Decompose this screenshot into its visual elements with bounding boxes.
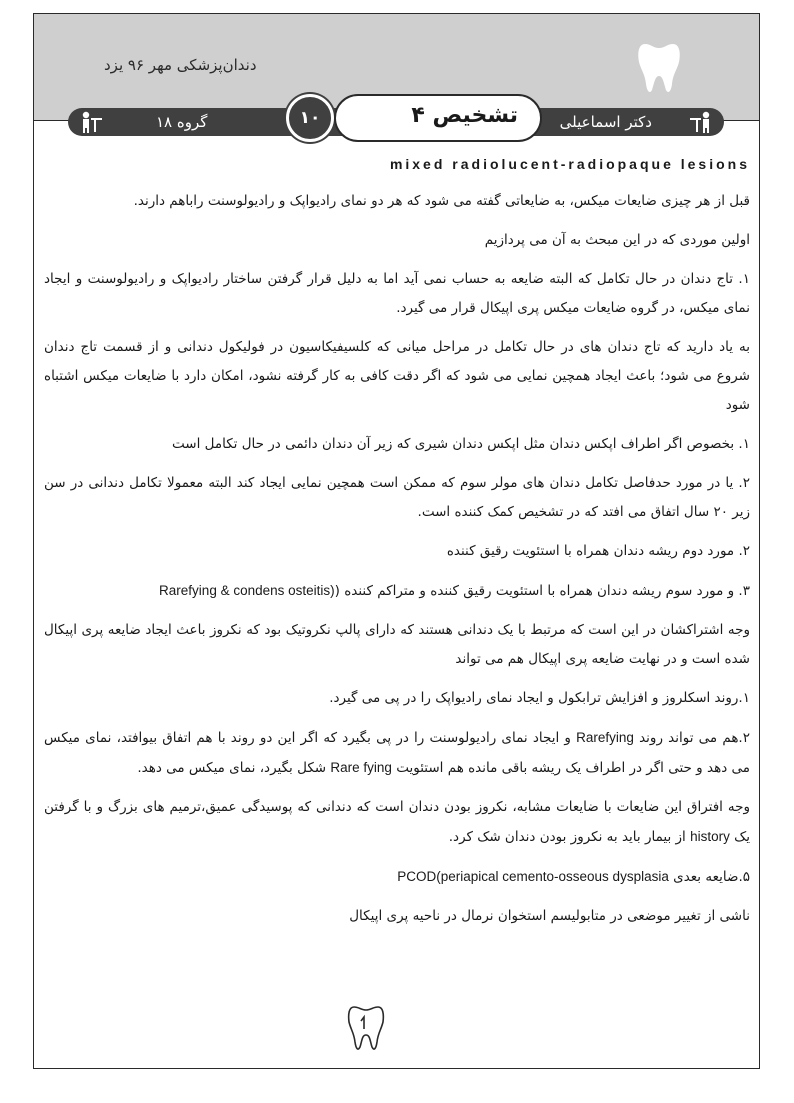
paragraph-text: و ایجاد نمای رادیولوسنت را در پی بگیرد که اگر این دو روند با هم اتفاق بیوافتد، نمای میکس می دهد و حتی اگر در اطراف یک ریشه باقی مانده هم استئویت	[44, 730, 750, 776]
paragraph: اولین موردی که در این مبحث به آن می پردازیم	[484, 232, 750, 248]
diagnosis-title: تشخیص ۴	[411, 103, 518, 128]
latin-term: history	[690, 829, 730, 844]
paragraph-text: ۲.هم می تواند روند	[639, 730, 750, 746]
paragraph	[44, 576, 750, 606]
tooth-icon	[637, 40, 681, 96]
paragraph: ۱.روند اسکلروز و افزایش ترابکول و ایجاد نمای رادیواپک را در پی می گیرد.	[329, 690, 750, 706]
latin-term: PCOD	[397, 869, 437, 884]
latin-term: (periapical cemento-osseous dysplasia	[436, 869, 669, 884]
latin-term: Rarefying	[576, 730, 634, 745]
doctor-name: دکتر اسماعیلی	[559, 113, 652, 131]
paragraph: ۱. تاج دندان در حال تکامل که البته ضایعه به حساب نمی آید اما به دلیل قرار گرفتن ساختار رادیواپک و رادیولوسنت و ایجاد نمای میکس، در گروه ضایعات میکس پری اپیکال قرار می گیرد.	[44, 271, 750, 316]
paragraph	[44, 793, 750, 852]
paragraph	[44, 862, 750, 892]
tooth-outline-icon	[346, 1003, 386, 1053]
paragraph: وجه اشتراکشان در این است که مرتبط با یک دندانی هستند که دارای پالپ نکروتیک بود که نکروز باعث ایجاد ضایعه پری اپیکال شده است و در نهایت ضایعه پری اپیکال هم می تواند	[44, 622, 750, 667]
paragraph-text: شکل بگیرد، نمای میکس می دهد.	[137, 760, 327, 776]
paragraph: ۲. مورد دوم ریشه دندان همراه با استئویت رقیق کننده	[446, 543, 750, 559]
paragraph	[44, 723, 750, 783]
diagnosis-tab	[334, 94, 542, 142]
paragraph-text: ۳. و مورد سوم ریشه دندان همراه با استئویت رقیق کننده و متراکم کننده (	[334, 583, 750, 599]
paragraph-text: ۵.ضایعه بعدی	[673, 869, 750, 885]
paragraph: ۲. یا در مورد حدفاصل تکامل دندان های مولر سوم که ممکن است همچین نمایی ایجاد کند البته معمولا تکامل دندانی در سن زیر ۲۰ سال اتفاق می افتد که در تشخیص کمک کننده است.	[44, 475, 750, 520]
paragraph: به یاد دارید که تاج دندان های در حال تکامل در مراحل میانی که کلسیفیکاسیون در فولیکول دندانی و از قسمت تاج دندان شروع می شود؛ باعث ایجاد همچین نمایی می شود که اگر دقت کافی به کار گرفته نشود، امکان دارد با ضایعات میکس اشتباه شود	[44, 339, 750, 413]
paragraph: قبل از هر چیزی ضایعات میکس، به ضایعاتی گفته می شود که هر دو نمای رادیواپک و رادیولوسنت راباهم دارند.	[133, 193, 750, 209]
teacher-icon	[78, 110, 104, 134]
page-frame	[33, 13, 760, 1069]
session-number: ۱۰	[286, 94, 334, 142]
teacher-icon	[688, 110, 714, 134]
content	[44, 150, 750, 941]
paragraph-text: وجه افتراق این ضایعات با ضایعات مشابه، نکروز بودن دندان است که دندانی که پوسیدگی عمیق،ترمیم های بزرگ و با گرفتن یک	[44, 799, 750, 845]
latin-term: Rare fying	[330, 760, 392, 775]
paragraph-text: از بیمار باید به نکروز بودن دندان شک کرد.	[448, 829, 686, 845]
section-title: mixed radiolucent-radiopaque lesions	[389, 156, 750, 172]
paragraph: ناشی از تغییر موضعی در متابولیسم استخوان نرمال در ناحیه پری اپیکال	[349, 908, 750, 924]
header-subtitle: دندان‌پزشکی مهر ۹۶ یزد	[104, 56, 257, 74]
paragraph: ۱. بخصوص اگر اطراف اپکس دندان مثل اپکس دندان شیری که زیر آن دندان دائمی در حال تکامل است	[172, 436, 750, 452]
group-label: گروه ۱۸	[156, 113, 208, 131]
latin-term: Rarefying & condens osteitis)	[159, 583, 335, 598]
